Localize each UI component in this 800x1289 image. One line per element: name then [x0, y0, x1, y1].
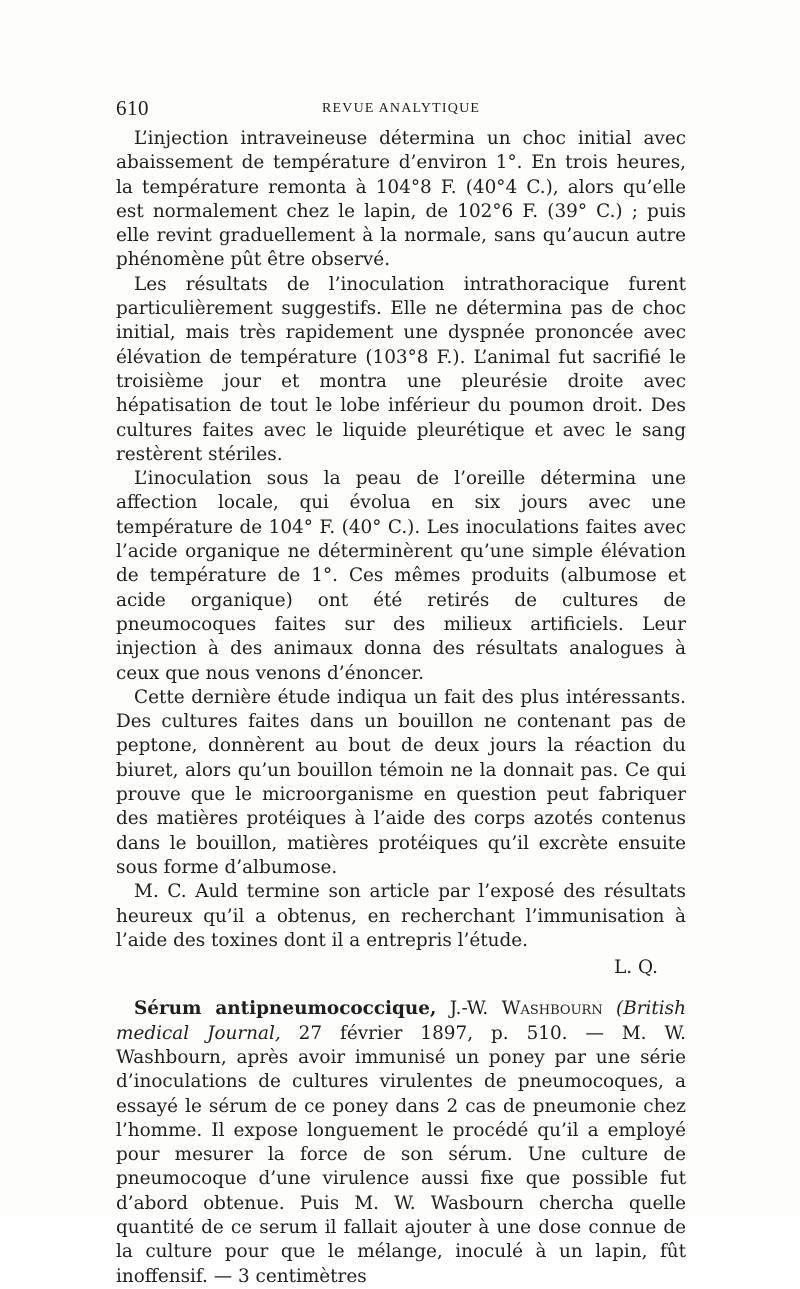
- paragraph: Cette dernière étude indiqua un fait des plus intéressants. Des cultures faites dans un bouillon ne contenant pas de peptone, donnèrent au bout de deux jours la réaction du biuret, alors qu’un bouillon témoin ne la donnait pas. Ce qui prouve que le microorganisme en question peut fabriquer des matières protéiques à l’aide des corps azotés contenus dans le bouillon, matières protéiques qu’il excrète ensuite sous forme d’albumose.: [116, 686, 686, 878]
- review-journal: (British medical Journal,: [116, 998, 686, 1044]
- running-head: REVUE ANALYTIQUE: [322, 101, 481, 116]
- review-text: 27 février 1897, p. 510. — M. W. Washbourn, après avoir immunisé un poney par une série d’inoculations de cultures virulentes de pneumocoques, a essayé le sérum de ce poney dans 2 cas de pneumonie chez l’homme. Il expose longuement le procédé qu’il a employé pour mesurer la force de son sérum. Une culture de pneumocoque d’une virulence aussi fixe que possible fut d’abord obtenue. Puis M. W. Wasbourn chercha quelle quantité de ce serum il fallait ajouter à une dose connue de la culture pour que le mélange, inoculé à un lapin, fût inoffensif. — 3 centimètres: [116, 1022, 686, 1287]
- paragraph: M. C. Auld termine son article par l’exposé des résultats heureux qu’il a obtenus, en recherchant l’immunisation à l’aide des toxines dont il a entrepris l’étude.: [116, 881, 686, 951]
- paragraph: Les résultats de l’inoculation intrathoracique furent particulièrement suggestifs. Elle ne détermina pas de choc initial, mais très rapidement une dyspnée prononcée avec élévation de température (103°8 F.). L’animal fut sacrifié le troisième jour et montra une pleurésie droite avec hépatisation de tout le lobe inférieur du poumon droit. Des cultures faites avec le liquide pleurétique et avec le sang restèrent stériles.: [116, 273, 686, 465]
- review-author-name: Washbourn: [501, 998, 603, 1020]
- page-number: 610: [116, 96, 149, 120]
- paragraph: L’inoculation sous la peau de l’oreille détermina une affection locale, qui évolua en six jours avec une température de 104° F. (40° C.). Les inoculations faites avec l’acide organique ne déterminèrent qu’une simple élévation de température de 1°. Ces mêmes produits (albumose et acide organique) ont été retirés de cultures de pneumocoques faites sur des milieux artificiels. Leur injection à des animaux donna des résultats analogues à ceux que nous venons d’énoncer.: [116, 468, 686, 684]
- review-author-initials: J.-W.: [449, 998, 489, 1020]
- body-text: [116, 127, 686, 1289]
- page-header: [116, 96, 686, 120]
- author-signature: L. Q.: [614, 957, 658, 979]
- review-paragraph: [116, 997, 686, 1289]
- paragraph: L’injection intraveineuse détermina un choc initial avec abaissement de température d’environ 1°. En trois heures, la température remonta à 104°8 F. (40°4 C.), alors qu’elle est normalement chez le lapin, de 102°6 F. (39° C.) ; puis elle revint graduellement à la normale, sans qu’aucun autre phénomène pût être observé.: [116, 128, 686, 271]
- review-title: Sérum antipneumococcique,: [134, 998, 437, 1020]
